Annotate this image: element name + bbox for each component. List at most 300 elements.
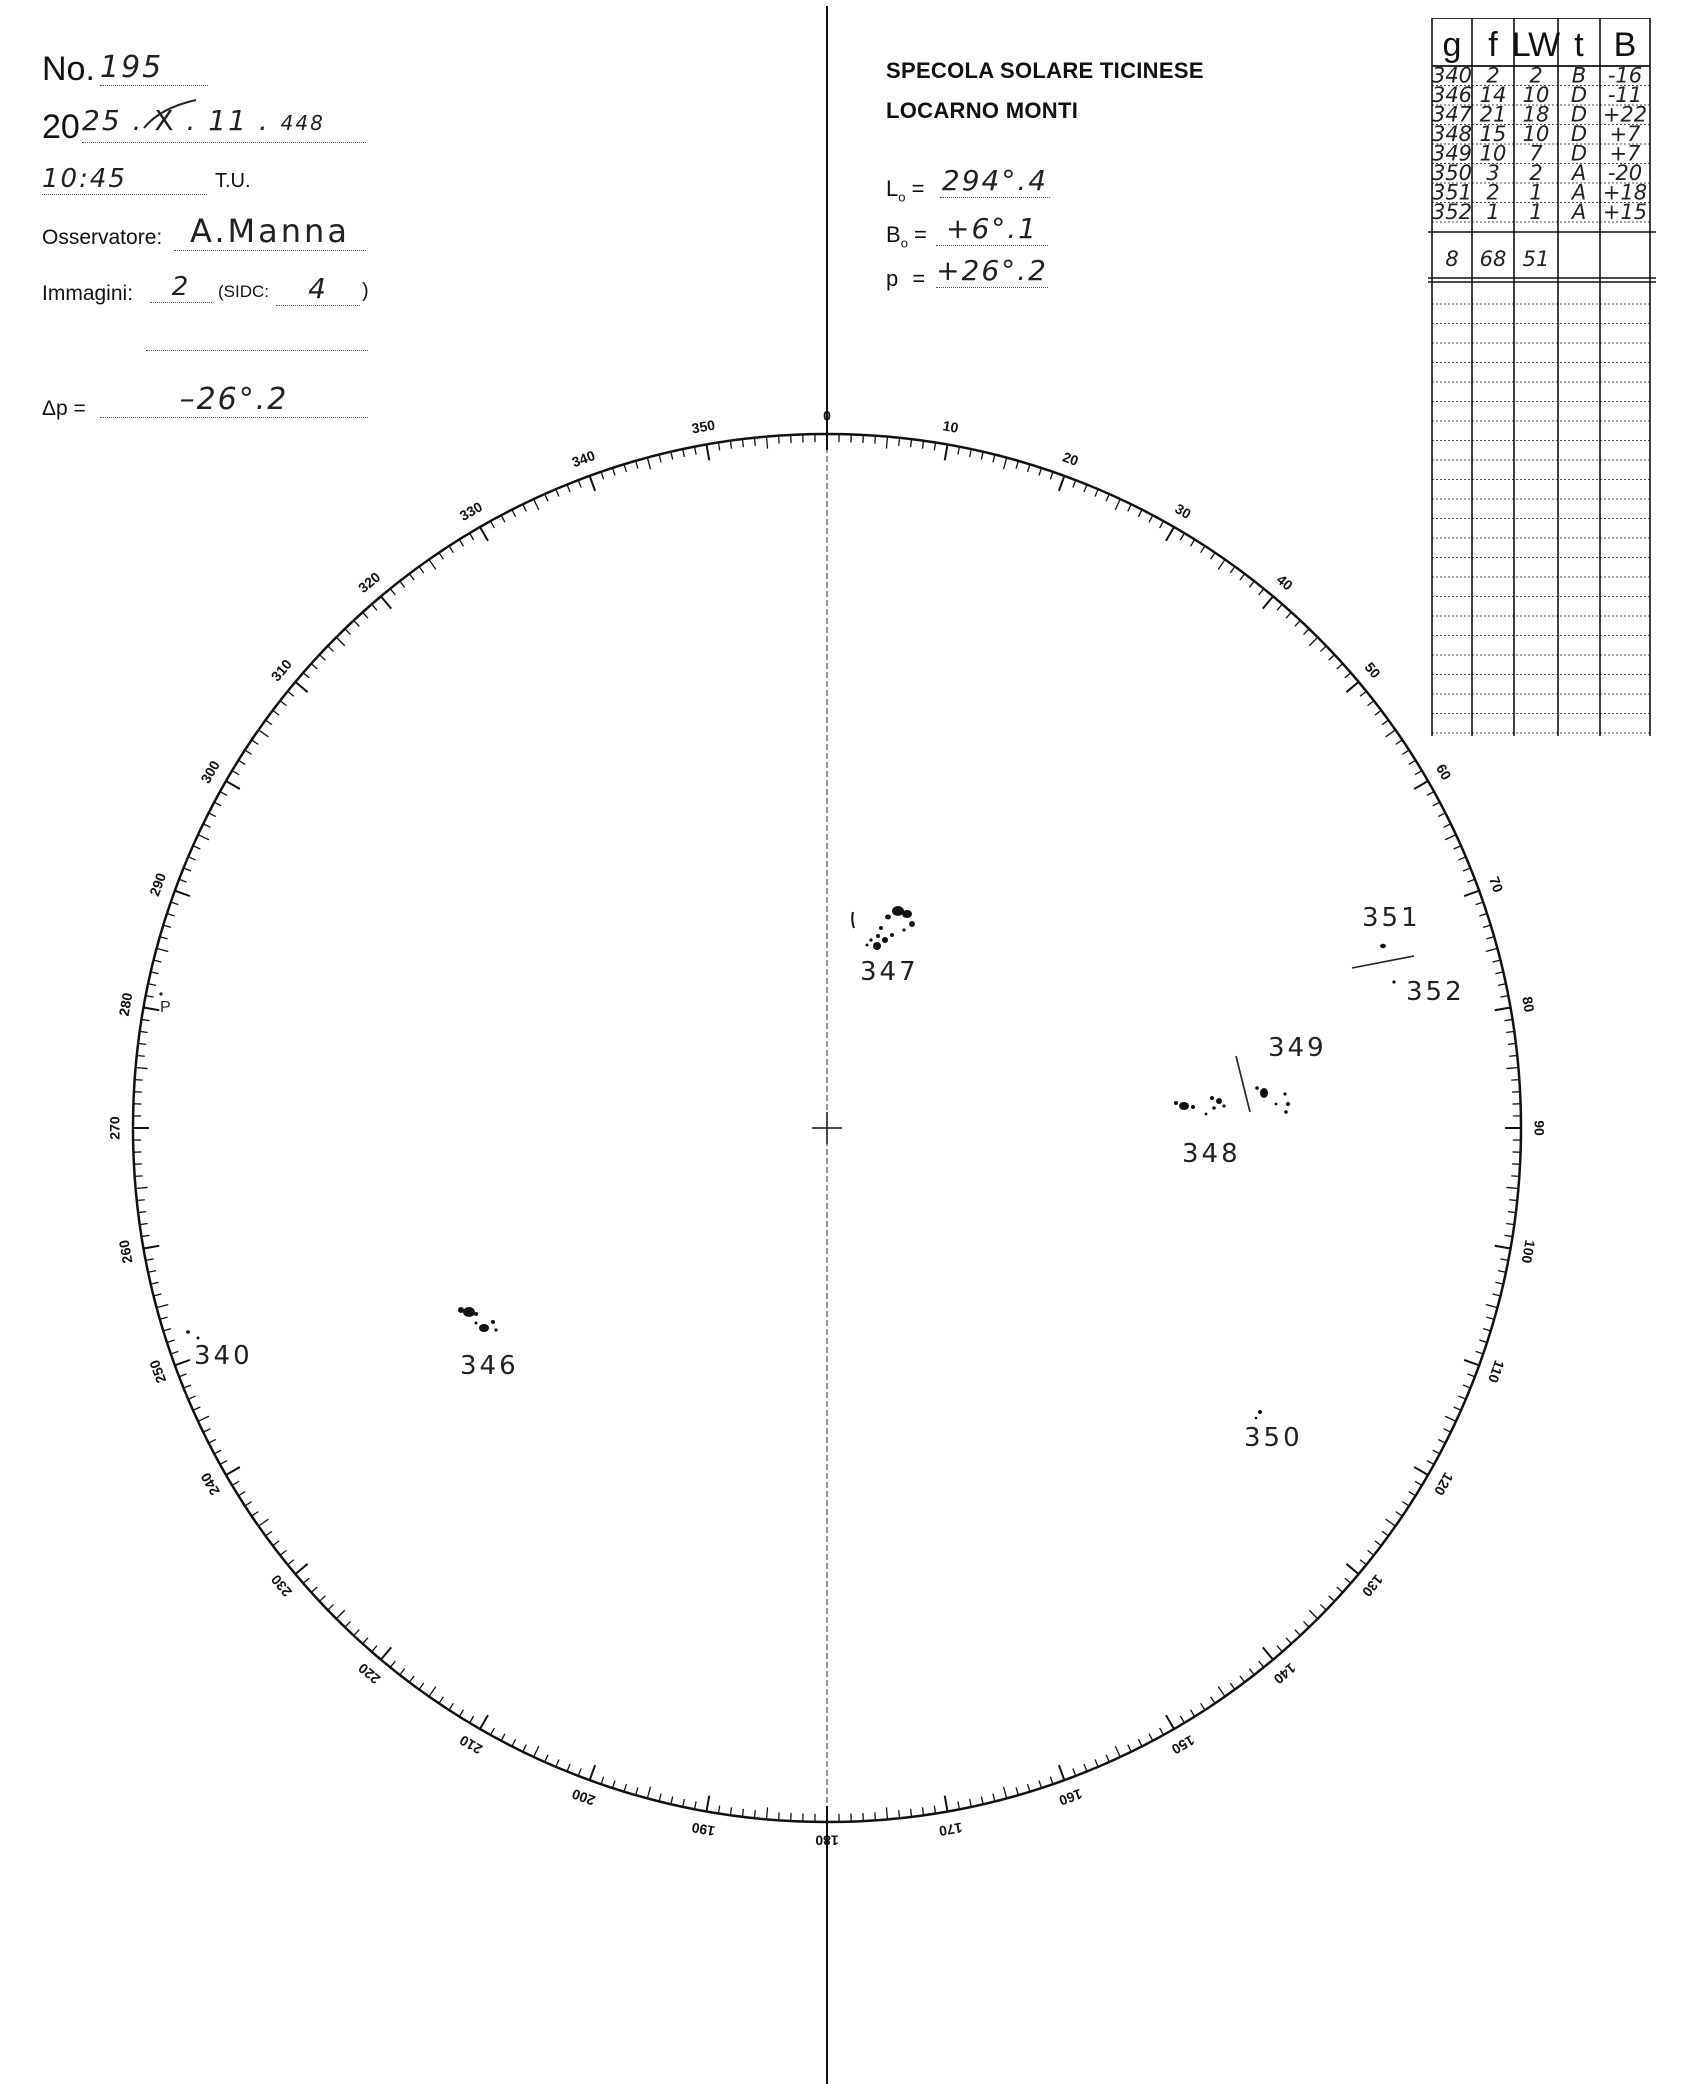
degree-tick [154, 1294, 162, 1296]
degree-tick [1320, 646, 1326, 652]
table-cell: 10 [1479, 141, 1507, 166]
degree-label: 10 [941, 417, 960, 436]
degree-label: 290 [146, 870, 170, 899]
degree-tick [501, 515, 505, 522]
degree-tick [934, 443, 935, 451]
degree-tick [958, 1801, 960, 1809]
group-label-346: 346 [460, 1351, 519, 1381]
table-cell: 347 [1431, 102, 1473, 127]
table-cell: 21 [1479, 102, 1507, 127]
institution-location: LOCARNO MONTI [886, 98, 1079, 123]
table-cell: 18 [1522, 102, 1550, 127]
degree-tick [1396, 740, 1403, 744]
table-header-b: B [1613, 26, 1637, 64]
degree-tick [1508, 1043, 1516, 1044]
degree-tick [232, 1481, 239, 1485]
sidc-close: ) [362, 280, 369, 302]
degree-label: 100 [1518, 1238, 1539, 1265]
degree-tick [567, 485, 570, 492]
degree-tick [545, 494, 548, 501]
sunspot-group-352 [1392, 980, 1395, 983]
degree-tick [1415, 1481, 1422, 1485]
degree-tick [911, 439, 912, 447]
degree-tick [1304, 1621, 1310, 1627]
degree-label: 0 [823, 407, 831, 424]
degree-tick [501, 1734, 505, 1741]
degree-tick [232, 771, 239, 775]
degree-tick [144, 1007, 160, 1010]
degree-tick [209, 1439, 216, 1443]
degree-tick [146, 996, 154, 998]
group-divider-351-352 [1352, 956, 1414, 968]
degree-tick [303, 673, 309, 678]
degree-tick [1427, 792, 1434, 796]
group-label-351: 351 [1362, 903, 1421, 933]
degree-tick [1386, 730, 1396, 737]
table-cell: 7 [1529, 141, 1543, 166]
degree-tick [1375, 1541, 1381, 1546]
degree-tick [578, 480, 581, 487]
p-mark: P [160, 999, 171, 1016]
B0-value: +6°.1 [936, 212, 1048, 246]
degree-tick [345, 629, 351, 635]
degree-tick [1050, 1777, 1053, 1785]
degree-tick [163, 1329, 171, 1331]
degree-tick [659, 1794, 661, 1802]
degree-tick [252, 740, 259, 744]
degree-tick [480, 1715, 488, 1729]
degree-tick [1444, 824, 1451, 828]
degree-tick [1463, 868, 1470, 871]
degree-label: 210 [456, 1732, 485, 1758]
time-unit: T.U. [215, 170, 251, 192]
degree-tick [491, 1728, 495, 1735]
degree-tick [1454, 1407, 1461, 1410]
degree-tick [1445, 835, 1456, 840]
degree-tick [209, 813, 216, 817]
degree-tick [742, 1809, 743, 1817]
degree-tick [381, 596, 391, 608]
degree-tick [140, 1031, 148, 1032]
degree-tick [1337, 664, 1343, 669]
degree-tick [372, 604, 377, 610]
table-cell: 352 [1431, 200, 1473, 224]
degree-tick [970, 449, 972, 457]
degree-tick [1506, 1223, 1514, 1224]
degree-tick [767, 1807, 768, 1819]
degree-tick [311, 664, 317, 669]
degree-tick [1495, 1282, 1503, 1284]
group-divider-348-349 [1236, 1056, 1250, 1112]
degree-label: 300 [197, 757, 223, 786]
degree-tick [1415, 771, 1422, 775]
degree-tick [1506, 1068, 1518, 1069]
degree-label: 150 [1169, 1732, 1198, 1758]
degree-tick [1230, 567, 1235, 573]
degree-label: 40 [1273, 571, 1296, 594]
degree-tick [1211, 553, 1215, 560]
degree-tick [1059, 476, 1064, 491]
degree-tick [1360, 691, 1366, 696]
group-label-340: 340 [194, 1341, 253, 1371]
degree-tick [1509, 1200, 1517, 1201]
sidc-label: (SIDC: [218, 282, 269, 301]
degree-tick [1249, 1669, 1254, 1675]
degree-tick [1414, 1467, 1428, 1475]
degree-tick [259, 730, 269, 737]
table-cell: +22 [1602, 102, 1648, 127]
degree-tick [1115, 1746, 1120, 1757]
degree-tick [245, 1502, 252, 1506]
degree-tick [171, 1351, 179, 1354]
degree-label: 60 [1433, 761, 1455, 783]
degree-tick [220, 1461, 227, 1465]
degree-tick [171, 902, 179, 905]
degree-tick [1467, 879, 1474, 882]
table-cell: A [1571, 180, 1587, 205]
degree-tick [409, 1676, 414, 1682]
degree-tick [245, 750, 252, 754]
degree-tick [1382, 1531, 1388, 1536]
degree-tick [1495, 972, 1503, 974]
p-eq: = [912, 266, 926, 291]
degree-tick [1191, 539, 1195, 546]
degree-tick [1433, 802, 1440, 806]
degree-tick [1263, 1647, 1273, 1659]
degree-tick [981, 1796, 983, 1804]
B0-eq: = [914, 222, 927, 247]
degree-label: 280 [115, 991, 136, 1018]
degree-tick [167, 914, 175, 916]
degree-tick [779, 1812, 780, 1820]
degree-tick [470, 1716, 474, 1723]
degree-tick [647, 1787, 650, 1799]
degree-tick [319, 1596, 325, 1601]
degree-tick [184, 868, 191, 871]
degree-tick [1500, 996, 1508, 998]
sunspot-group-351 [1380, 944, 1386, 948]
degree-tick [354, 620, 359, 626]
degree-tick [875, 1812, 876, 1820]
p-mark-dot [159, 992, 162, 995]
degree-tick [1368, 1550, 1374, 1555]
degree-tick [523, 504, 527, 511]
degree-tick [137, 1055, 145, 1056]
degree-label: 80 [1519, 995, 1538, 1014]
degree-tick [1438, 813, 1445, 817]
degree-tick [1498, 1271, 1506, 1273]
degree-tick [922, 1807, 923, 1815]
degree-tick [1016, 1787, 1018, 1795]
degree-tick [590, 476, 595, 491]
degree-tick [280, 701, 286, 706]
table-header-f: f [1488, 26, 1498, 64]
degree-tick [1211, 1697, 1215, 1704]
degree-label: 250 [146, 1357, 170, 1386]
degree-tick [613, 1780, 615, 1788]
degree-tick [363, 1638, 368, 1644]
degree-tick [578, 1768, 581, 1775]
degree-tick [545, 1755, 548, 1762]
degree-tick [1368, 701, 1374, 706]
table-cell: -16 [1607, 63, 1643, 88]
degree-label: 270 [106, 1116, 123, 1140]
table-cell: 2 [1529, 161, 1543, 185]
degree-tick [695, 447, 697, 455]
degree-tick [958, 447, 960, 455]
sunspot-group-350 [1255, 1410, 1262, 1419]
degree-tick [1138, 1739, 1142, 1746]
degree-tick [1345, 673, 1351, 678]
group-label-350: 350 [1244, 1423, 1303, 1453]
degree-tick [647, 458, 650, 470]
degree-tick [556, 1759, 559, 1766]
degree-tick [135, 1080, 143, 1081]
degree-tick [303, 1578, 309, 1583]
table-header-t: t [1574, 26, 1584, 64]
table-cell: A [1571, 161, 1587, 185]
degree-tick [1463, 1385, 1470, 1388]
table-cell: 346 [1431, 83, 1473, 107]
year-value: 25 [82, 104, 122, 137]
degree-tick [1495, 1007, 1511, 1010]
table-cell: 2 [1486, 63, 1500, 88]
degree-tick [706, 1796, 709, 1812]
degree-tick [214, 1450, 221, 1454]
L0-value: 294°.4 [941, 164, 1049, 197]
institution-name: SPECOLA SOLARE TICINESE [886, 58, 1204, 83]
degree-tick [1240, 574, 1245, 580]
degree-tick [1138, 510, 1142, 517]
degree-tick [449, 1703, 453, 1710]
table-cell: +7 [1609, 141, 1641, 166]
degree-tick [238, 760, 245, 764]
degree-tick [1240, 1676, 1245, 1682]
table-cell: 3 [1486, 161, 1500, 185]
L0-sub: o [898, 189, 906, 205]
degree-tick [1277, 1646, 1282, 1652]
table-cell: -11 [1607, 83, 1643, 107]
degree-tick [1476, 902, 1484, 905]
degree-tick [1180, 1716, 1184, 1723]
degree-tick [1084, 485, 1087, 492]
degree-tick [683, 449, 685, 457]
degree-tick [336, 1610, 344, 1618]
degree-tick [1160, 1728, 1164, 1735]
degree-tick [718, 443, 719, 451]
degree-tick [184, 1385, 191, 1388]
degree-tick [601, 1777, 604, 1785]
degree-tick [1106, 494, 1109, 501]
degree-label: 240 [197, 1470, 223, 1499]
degree-tick [1483, 925, 1491, 927]
degree-tick [400, 581, 405, 587]
B0-sub: o [900, 235, 908, 251]
degree-label: 120 [1431, 1470, 1457, 1499]
degree-tick [1059, 1765, 1064, 1780]
degree-tick [1166, 1715, 1174, 1729]
degree-tick [390, 589, 395, 595]
table-header-g: g [1442, 26, 1462, 64]
degree-tick [1402, 750, 1409, 754]
table-cell: 351 [1431, 180, 1473, 205]
degree-tick [295, 1564, 307, 1574]
degree-tick [198, 1416, 209, 1421]
day-fraction: 448 [280, 111, 325, 135]
degree-tick [1360, 1560, 1366, 1565]
degree-tick [226, 1467, 240, 1475]
degree-tick [911, 1809, 912, 1817]
degree-tick [601, 472, 604, 480]
degree-tick [328, 1605, 334, 1611]
degree-label: 320 [355, 568, 384, 596]
degree-tick [1095, 1759, 1098, 1766]
degree-tick [175, 891, 190, 896]
degree-tick [1486, 937, 1494, 939]
degree-tick [1476, 1351, 1484, 1354]
degree-tick [136, 1068, 148, 1069]
degree-tick [1191, 1710, 1195, 1717]
degree-tick [1345, 1578, 1351, 1583]
degree-label: 310 [267, 656, 295, 685]
degree-tick [140, 1223, 148, 1224]
sunspot-group-346 [458, 1307, 498, 1332]
degree-tick [1464, 1360, 1479, 1365]
degree-tick [142, 1235, 150, 1236]
degree-tick [523, 1745, 527, 1752]
degree-tick [400, 1669, 405, 1675]
degree-tick [148, 984, 156, 986]
degree-tick [157, 948, 169, 951]
degree-tick [167, 1340, 175, 1342]
degree-tick [137, 1200, 145, 1201]
degree-tick [449, 546, 453, 553]
degree-label: 230 [267, 1571, 295, 1600]
degree-tick [683, 1799, 685, 1807]
degree-tick [419, 567, 424, 573]
month-value: X [154, 104, 176, 137]
sunspot-group-347 [852, 906, 915, 950]
degree-tick [1337, 1587, 1343, 1592]
degree-tick [1180, 533, 1184, 540]
degree-tick [886, 1807, 887, 1819]
degree-tick [429, 1687, 436, 1697]
time-value: 10:45 [42, 164, 207, 195]
degree-tick [922, 441, 923, 449]
degree-tick [188, 1396, 195, 1399]
year-prefix: 20 [42, 108, 80, 146]
degree-label: 140 [1270, 1660, 1299, 1688]
degree-tick [328, 646, 334, 652]
degree-tick [934, 1806, 935, 1814]
degree-tick [1084, 1764, 1087, 1771]
degree-tick [193, 1407, 200, 1410]
table-cell: 15 [1479, 122, 1507, 146]
degree-tick [1506, 1187, 1518, 1188]
table-cell: 10 [1522, 122, 1550, 146]
degree-tick [336, 637, 344, 645]
degree-tick [135, 1176, 143, 1177]
degree-tick [779, 436, 780, 444]
degree-tick [1382, 720, 1388, 725]
degree-tick [1304, 629, 1310, 635]
sunspot-group-348 [1174, 1096, 1226, 1115]
number-value: 195 [100, 50, 208, 86]
degree-label: 180 [815, 1832, 839, 1849]
degree-tick [1149, 515, 1153, 522]
degree-tick [945, 445, 948, 461]
degree-label: 130 [1359, 1571, 1387, 1600]
degree-tick [886, 437, 887, 449]
B0-label: B [886, 222, 901, 247]
degree-tick [146, 1259, 154, 1261]
degree-tick [136, 1187, 148, 1188]
center-cross [812, 1112, 842, 1144]
degree-tick [288, 1560, 294, 1565]
degree-tick [160, 937, 168, 939]
degree-tick [491, 521, 495, 528]
degree-tick [266, 1531, 272, 1536]
degree-tick [671, 1796, 673, 1804]
degree-tick [1329, 655, 1335, 660]
degree-tick [295, 682, 307, 692]
table-cell: 1 [1529, 180, 1543, 205]
group-label-352: 352 [1406, 977, 1465, 1007]
date-field: 25 . X . 11 . 448 [82, 104, 366, 143]
degree-tick [1454, 846, 1461, 849]
table-cell: 350 [1431, 161, 1473, 185]
degree-tick [512, 510, 516, 517]
degree-tick [1508, 1212, 1516, 1213]
degree-tick [1509, 1055, 1517, 1056]
degree-tick [1396, 1512, 1403, 1516]
table-cell: 2 [1529, 63, 1543, 88]
L0-eq: = [911, 176, 925, 201]
degree-tick [138, 1212, 146, 1213]
degree-tick [1505, 1019, 1513, 1020]
table-cell: 14 [1479, 83, 1507, 107]
degree-label: 90 [1531, 1120, 1548, 1136]
degree-label: 160 [1056, 1785, 1085, 1809]
table-cell: D [1570, 122, 1588, 146]
degree-tick [354, 1630, 359, 1636]
degree-tick [151, 972, 159, 974]
degree-tick [439, 1697, 443, 1704]
degree-tick [624, 1784, 626, 1792]
degree-tick [1259, 589, 1264, 595]
table-cell: 1 [1529, 200, 1543, 224]
degree-tick [1259, 1661, 1264, 1667]
images-label: Immagini: [42, 282, 134, 305]
degree-label: 340 [569, 447, 598, 471]
degree-tick [280, 1550, 286, 1555]
degree-tick [512, 1739, 516, 1746]
degree-tick [1511, 1080, 1519, 1081]
degree-tick [1004, 1787, 1007, 1799]
table-total-cell: 51 [1522, 247, 1550, 271]
degree-tick [624, 464, 626, 472]
degree-tick [1479, 914, 1487, 916]
table-cell: +15 [1602, 200, 1648, 224]
degree-tick [1218, 1687, 1225, 1697]
degree-tick [163, 925, 171, 927]
degree-tick [429, 560, 436, 570]
delta-p-value: –26°.2 [100, 382, 368, 418]
degree-tick [1249, 581, 1254, 587]
degree-tick [1016, 461, 1018, 469]
degree-tick [1486, 948, 1498, 951]
degree-tick [730, 441, 731, 449]
